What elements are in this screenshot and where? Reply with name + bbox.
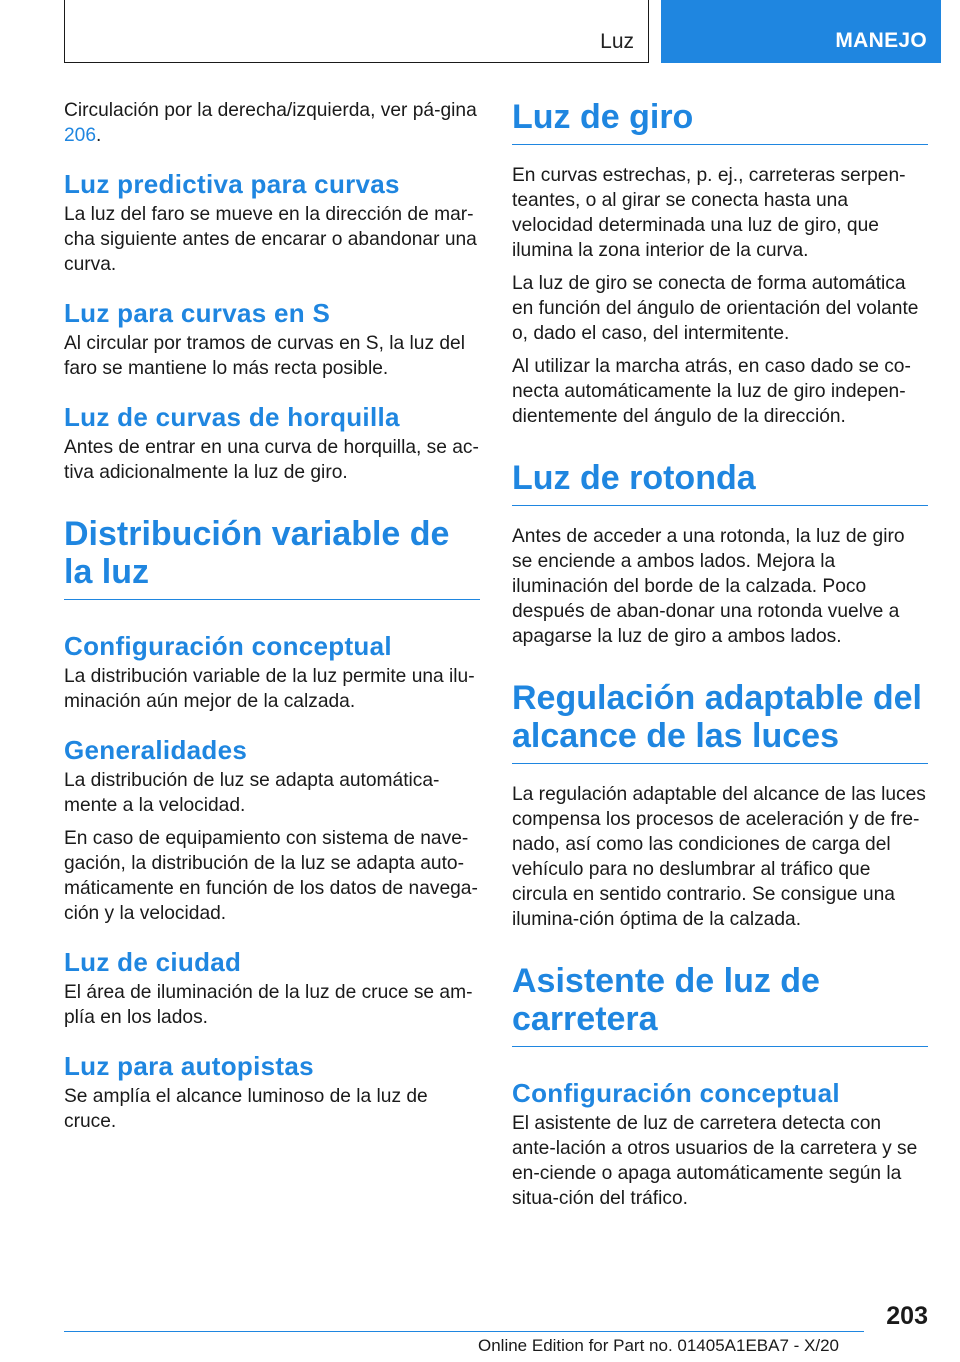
text-luz-predictiva: La luz del faro se mueve en la dirección de mar-cha siguiente antes de encarar o abandonar una curva.	[64, 204, 477, 275]
text-curvas-en-s: Al circular por tramos de curvas en S, la luz del faro se mantiene lo más recta posible.	[64, 333, 465, 379]
heading-configuracion-conceptual-2: Configuración conceptual	[512, 1078, 840, 1108]
text-configuracion-conceptual-2: El asistente de luz de carretera detecta con ante-lación a otros usuarios de la carretera y se en-ciende o apaga automáticamente según la situa-ción del tráfico.	[512, 1113, 918, 1209]
footer-divider	[64, 1331, 864, 1332]
page-link[interactable]: 206	[64, 125, 97, 146]
text-generalidades-1: La distribución de luz se adapta automática-mente a la velocidad.	[64, 770, 440, 816]
heading-configuracion-conceptual: Configuración conceptual	[64, 631, 392, 661]
heading-asistente-luz-carretera: Asistente de luz de carretera	[512, 962, 928, 1047]
page-number: 203	[886, 1302, 928, 1330]
heading-regulacion-adaptable: Regulación adaptable del alcance de las luces	[512, 679, 928, 764]
text-luz-de-giro-1: En curvas estrechas, p. ej., carreteras serpen-teantes, o al girar se conecta hasta una velocidad determinada una luz de giro, que ilumina la zona interior de la curva.	[512, 165, 906, 261]
right-column	[512, 98, 928, 1219]
text-luz-autopistas: Se amplía el alcance luminoso de la luz de cruce.	[64, 1086, 428, 1132]
section-label: Luz	[600, 30, 634, 53]
heading-generalidades: Generalidades	[64, 735, 248, 765]
heading-luz-ciudad: Luz de ciudad	[64, 947, 242, 977]
heading-luz-autopistas: Luz para autopistas	[64, 1051, 314, 1081]
chapter-tab	[661, 0, 941, 63]
heading-curvas-en-s: Luz para curvas en S	[64, 298, 331, 328]
intro-end: .	[96, 125, 102, 146]
heading-horquilla: Luz de curvas de horquilla	[64, 402, 400, 432]
text-luz-ciudad: El área de iluminación de la luz de cruce se am-plía en los lados.	[64, 982, 473, 1028]
text-luz-de-rotonda: Antes de acceder a una rotonda, la luz de giro se enciende a ambos lados. Mejora la iluminación del borde de la calzada. Poco después de aban-donar una rotonda vuelve a apagarse la luz de giro a ambos lados.	[512, 526, 905, 647]
footer-edition: Online Edition for Part no. 01405A1EBA7 - X/20	[478, 1336, 840, 1355]
chapter-label: MANEJO	[835, 29, 927, 52]
text-generalidades-2: En caso de equipamiento con sistema de nave-gación, la distribución de la luz se adapta auto-máticamente en función de los datos de navega-ción y la velocidad.	[64, 828, 478, 924]
text-configuracion-conceptual: La distribución variable de la luz permite una ilu-minación aún mejor de la calzada.	[64, 666, 475, 712]
section-tab	[64, 0, 649, 63]
page-header	[0, 0, 960, 66]
heading-luz-de-rotonda: Luz de rotonda	[512, 459, 928, 506]
left-column	[64, 98, 480, 1142]
text-luz-de-giro-3: Al utilizar la marcha atrás, en caso dado se co-necta automáticamente la luz de giro indepen-dientemente del ángulo de la dirección.	[512, 356, 911, 427]
text-regulacion-adaptable: La regulación adaptable del alcance de las luces compensa los procesos de aceleración y de fre-nado, así como las condiciones de carga del vehículo para no deslumbrar al tráfico que circula en sentido contrario. Se consigue una ilumina-ción óptima de la calzada.	[512, 784, 926, 930]
heading-luz-de-giro: Luz de giro	[512, 98, 928, 145]
intro-text: Circulación por la derecha/izquierda, ver pá-gina	[64, 100, 477, 121]
text-luz-de-giro-2: La luz de giro se conecta de forma automática en función del ángulo de orientación del volante o, dado el caso, del intermitente.	[512, 273, 919, 344]
text-horquilla: Antes de entrar en una curva de horquilla, se ac-tiva adicionalmente la luz de giro.	[64, 437, 479, 483]
intro-paragraph	[64, 98, 480, 148]
heading-distribucion-variable: Distribución variable de la luz	[64, 515, 480, 600]
heading-luz-predictiva: Luz predictiva para curvas	[64, 169, 400, 199]
